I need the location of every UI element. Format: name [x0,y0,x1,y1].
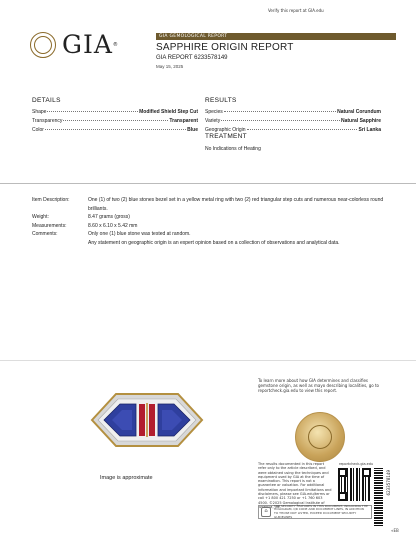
gia-logo: GIA ® [30,30,118,59]
result-row-species [205,109,381,118]
comments-section [32,196,392,248]
fine-print: The results documented in this report refer only to the article described, and were obtained using the techniques and equipment used by GIA at the time of examination. This report is not a guarantee or valuation. For additional information and important limitations and disclaimers, please see GIA.edu/terms or call +1 800 421 7250 or +1 760 603 4500. ©2025 Gemological Institute of America, Inc. [258,462,332,509]
result-value: Natural Sapphire [340,118,381,124]
treatment-value: No Indications of Heating [205,146,261,152]
detail-label: Color [32,127,44,133]
weight-value: 8.47 grams (gross) [88,214,130,221]
measurements-row [32,222,392,231]
treatment-title: TREATMENT [205,133,247,140]
security-lock-icon: ⌂ [261,507,271,517]
result-value: Sri Lanka [358,127,381,133]
hologram-seal-icon [295,412,345,462]
detail-label: Shape [32,109,47,115]
weight-label: Weight: [32,214,49,221]
result-label: Geographic Origin [205,127,246,133]
barcode-number: 6233578149 [386,470,391,496]
results-section [205,97,381,136]
details-title: DETAILS [32,97,61,104]
logo-text: GIA [62,30,113,59]
verify-text: Verify this report at GIA.edu [268,8,324,13]
detail-value: Blue [187,127,198,133]
security-notice [258,505,372,519]
image-caption: Image is approximate [100,475,153,481]
comments-row-2 [32,239,392,248]
divider [0,360,416,361]
detail-row-transparency [32,118,198,127]
results-title: RESULTS [205,97,237,104]
detail-value: Modified Shield Step Cut [139,109,198,115]
report-title: SAPPHIRE ORIGIN REPORT [156,42,294,53]
divider [0,183,416,184]
detail-row-color [32,127,198,136]
item-description-label: Item Description: [32,197,70,203]
detail-row-shape [32,109,198,118]
measurements-value: 8.60 x 6.10 x 5.42 mm [88,222,138,229]
report-number: GIA REPORT 6233578149 [156,55,228,61]
result-label: Variety [205,118,221,124]
security-text: THE SECURITY FEATURES IN THIS DOCUMENT, INCLUDING THE HOLOGRAM, QR CODE AND DOCUMENT LINES, IN ADDITION TO THOSE NOT LISTED, EXCEED DOCUMENT SECURITY GUIDELINES [274,503,368,519]
comments-line1: Only one (1) blue stone was tested at random. [88,231,191,238]
report-band: GIA GEMOLOGICAL REPORT [156,33,396,40]
item-description-row [32,196,392,213]
corner-mark: «EB [391,528,399,533]
measurements-label: Measurements: [32,222,67,229]
ring-image [88,388,206,452]
comments-row [32,230,392,239]
result-row-variety [205,118,381,127]
detail-value: Transparent [169,118,198,124]
qr-code-icon[interactable] [338,468,371,501]
barcode-icon [374,468,383,526]
details-section [32,97,198,136]
learn-more-text: To learn more about how GIA determines and classifies gemstone origin, as well as mayo describing localities, go to reportcheck.gia.edu to view this report. [258,378,379,394]
detail-label: Transparency [32,118,63,124]
reportcheck-link[interactable]: reportcheck.gia.edu [339,462,373,466]
comments-label: Comments: [32,231,58,238]
item-description-value: One (1) of two (2) blue stones bezel set in a yellow metal ring with two (2) red triangular step cuts and numerous near-colorless round brilliants. [88,197,384,212]
weight-row [32,213,392,222]
report-date: May 15, 2025 [156,64,184,69]
comments-line2: Any statement on geographic origin is an expert opinion based on a collection of observations and analytical data. [88,239,340,246]
result-label: Species [205,109,223,115]
gia-seal-icon [30,32,56,58]
result-value: Natural Corundum [337,109,381,115]
